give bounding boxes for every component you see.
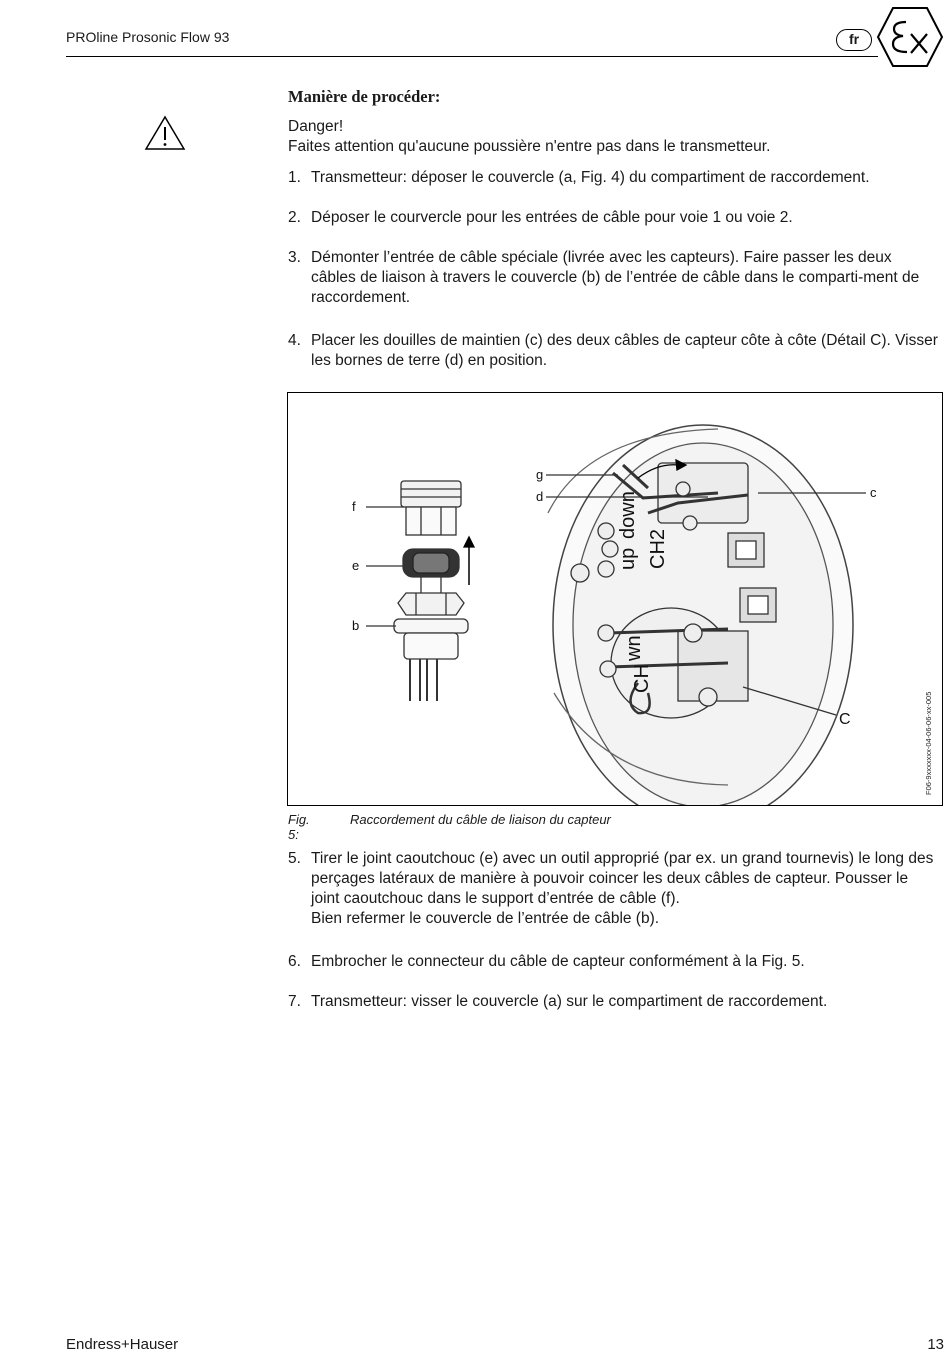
figure-frame (287, 392, 943, 806)
figure-reference-code: F06-9xxxxxxx-04-06-06-xx-005 (924, 691, 933, 795)
step-text: Démonter l’entrée de câble spéciale (livrée avec les capteurs). Faire passer les deux câbles de liaison à travers le couvercle (b) de l’entrée de câble dans le comparti-ment de raccordement. (311, 249, 920, 306)
label-g: g (536, 467, 544, 482)
language-badge: fr (836, 29, 872, 51)
step-1 (288, 168, 940, 188)
header-divider (66, 56, 878, 57)
step-3 (288, 248, 940, 308)
cable-connection-illustration (288, 393, 942, 805)
ex-hexagon-icon (876, 6, 944, 68)
danger-label: Danger! (288, 118, 344, 135)
ch2-up-label: up (617, 547, 639, 570)
step-number: 2. (288, 209, 301, 226)
section-title: Manière de procéder: (288, 87, 441, 106)
step-number: 5. (288, 850, 301, 867)
figure-caption-text: Raccordement du câble de liaison du capteur (350, 812, 611, 827)
cable-gland-drawing (394, 481, 474, 701)
warning-triangle-icon (144, 115, 186, 151)
step-text: Transmetteur: déposer le couvercle (a, Fig. 4) du compartiment de raccordement. (311, 169, 870, 186)
label-f: f (352, 499, 356, 514)
step-number: 3. (288, 249, 301, 266)
transmitter-housing-drawing (548, 425, 853, 805)
label-d: d (536, 489, 544, 504)
ch1-label: CH (631, 664, 653, 693)
ch1-down-label: wn (623, 635, 645, 661)
footer-brand: Endress+Hauser (66, 1336, 179, 1353)
step-text: Transmetteur: visser le couvercle (a) sur le compartiment de raccordement. (311, 993, 828, 1010)
step-number: 1. (288, 169, 301, 186)
label-c: c (870, 485, 877, 500)
step-number: 6. (288, 953, 301, 970)
step-text: Placer les douilles de maintien (c) des deux câbles de capteur côte à côte (Détail C). Visser les bornes de terre (d) en position. (311, 332, 938, 369)
ch2-down-label: down (617, 491, 639, 539)
step-number: 4. (288, 332, 301, 349)
ch2-label: CH2 (647, 528, 669, 569)
step-text: Déposer le courvercle pour les entrées de câble pour voie 1 ou voie 2. (311, 209, 793, 226)
step-6 (288, 952, 940, 972)
label-detail-C: C (839, 711, 851, 728)
step-7 (288, 992, 940, 1012)
header-title: PROline Prosonic Flow 93 (66, 29, 230, 45)
step-text: Embrocher le connecteur du câble de capteur conformément à la Fig. 5. (311, 953, 805, 970)
step-5 (288, 849, 940, 929)
step-text-continued: Bien refermer le couvercle de l’entrée de câble (b). (311, 910, 660, 927)
danger-text: Faites attention qu'aucune poussière n'entre pas dans le transmetteur. (288, 138, 771, 155)
danger-notice (288, 117, 928, 157)
step-text: Tirer le joint caoutchouc (e) avec un outil approprié (par ex. un grand tournevis) le long des perçages latéraux de manière à pouvoir coincer les deux câbles de capteur. Pousser le joint caoutchouc dans le support d’entrée de câble (f). (311, 850, 934, 907)
label-b: b (352, 618, 360, 633)
label-e: e (352, 558, 360, 573)
figure-caption-label: Fig. 5: (288, 812, 310, 842)
page-number: 13 (927, 1336, 944, 1353)
step-2 (288, 208, 940, 228)
step-4 (288, 331, 940, 371)
step-number: 7. (288, 993, 301, 1010)
